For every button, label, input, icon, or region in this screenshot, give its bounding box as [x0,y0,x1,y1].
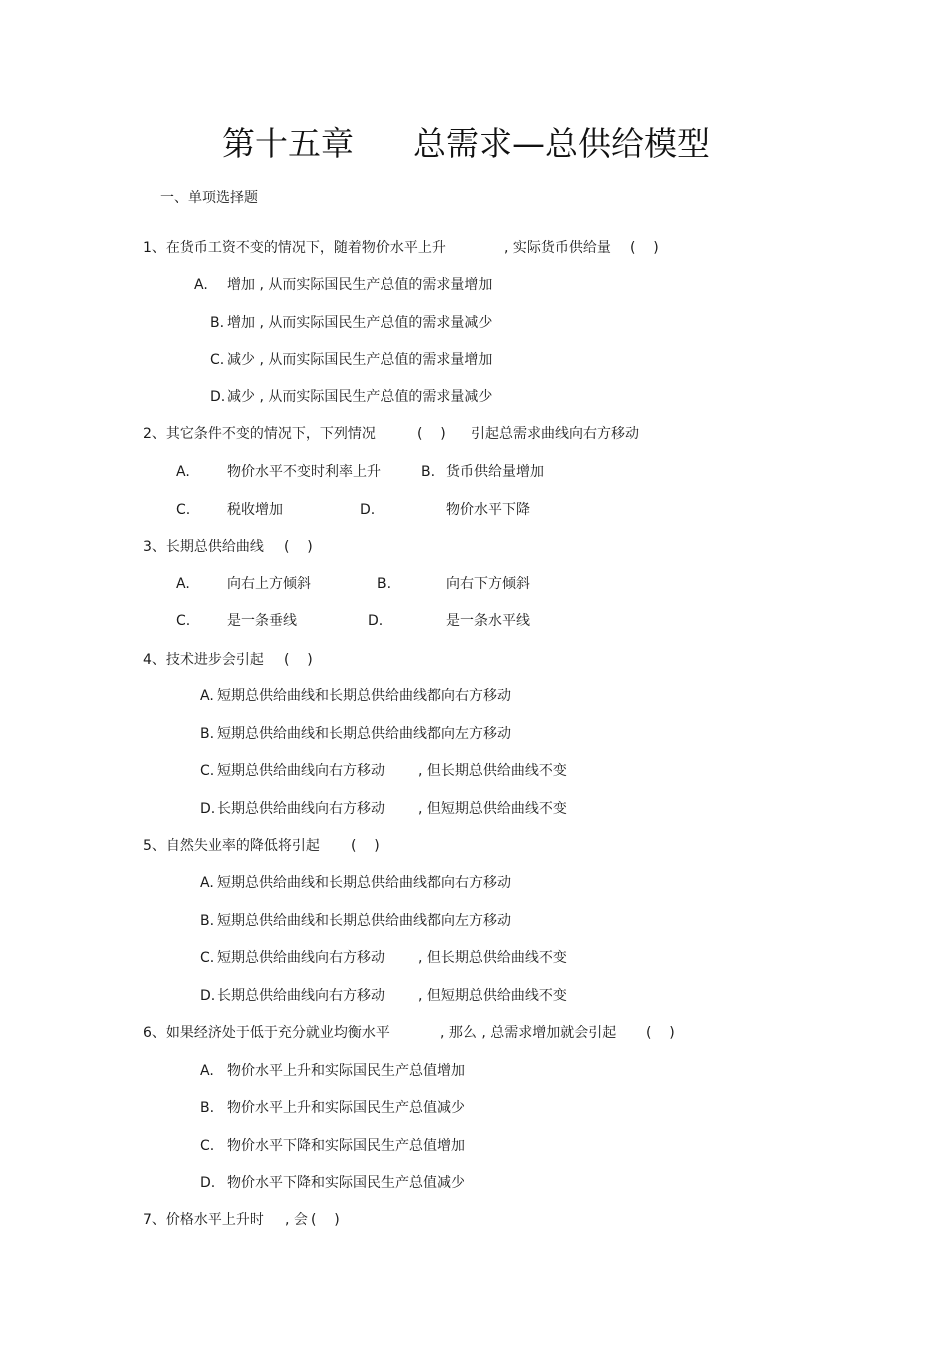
option-letter: D. [360,502,376,518]
option-text: 是一条垂线 [227,613,297,629]
option-text: 物价水平上升和实际国民生产总值减少 [227,1100,465,1116]
option-letter: D. [200,801,216,817]
option-letter: C. [176,502,191,518]
option-text: 增加 , 从而实际国民生产总值的需求量减少 [227,315,493,331]
answer-blank: ( ) [284,652,313,668]
question-stem: 4、技术进步会引起 [143,652,264,668]
option-text: 减少 , 从而实际国民生产总值的需求量增加 [227,352,493,368]
option-text: 向右上方倾斜 [227,576,311,592]
question-stem: 7、价格水平上升时 [143,1212,264,1228]
answer-blank: ( ) [417,426,446,442]
question-stem-tail: 引起总需求曲线向右方移动 [471,426,639,442]
option-text: 短期总供给曲线和长期总供给曲线都向右方移动 [217,688,511,704]
option-text: 增加 , 从而实际国民生产总值的需求量增加 [227,277,493,293]
option-text: 短期总供给曲线向右方移动 [217,763,385,779]
option-letter: D. [200,1175,216,1191]
question-stem: 3、长期总供给曲线 [143,539,264,555]
option-text: 短期总供给曲线和长期总供给曲线都向右方移动 [217,875,511,891]
option-text: 向右下方倾斜 [446,576,530,592]
option-text: 长期总供给曲线向右方移动 [217,988,385,1004]
answer-blank: ( ) [284,539,313,555]
option-text: 减少 , 从而实际国民生产总值的需求量减少 [227,389,493,405]
option-letter: B. [210,315,225,331]
question-stem-tail: , 会 [285,1212,308,1228]
option-letter: D. [200,988,216,1004]
option-text: 物价水平下降 [446,502,530,518]
option-text: 税收增加 [227,502,283,518]
option-letter: C. [200,763,215,779]
question-stem: 6、如果经济处于低于充分就业均衡水平 [143,1025,390,1041]
option-letter: C. [210,352,225,368]
answer-blank: ( ) [351,838,380,854]
chapter-number: 第十五章 [222,124,354,163]
option-text: 短期总供给曲线向右方移动 [217,950,385,966]
option-letter: B. [421,464,436,480]
answer-blank: ( ) [646,1025,675,1041]
option-letter: A. [200,1063,214,1079]
option-text: 物价水平上升和实际国民生产总值增加 [227,1063,465,1079]
option-text: 长期总供给曲线向右方移动 [217,801,385,817]
question-stem: 1、在货币工资不变的情况下，随着物价水平上升 [143,240,446,256]
section-heading: 一、单项选择题 [160,190,258,206]
option-letter: B. [200,726,215,742]
answer-blank: ( ) [630,240,659,256]
option-letter: D. [210,389,226,405]
option-letter: D. [368,613,384,629]
option-letter: B. [377,576,392,592]
chapter-title: 总需求—总供给模型 [413,124,710,163]
option-letter: A. [200,875,214,891]
question-stem-tail: , 实际货币供给量 [504,240,611,256]
option-text: 物价水平下降和实际国民生产总值增加 [227,1138,465,1154]
option-letter: A. [176,576,190,592]
question-stem: 2、其它条件不变的情况下，下列情况 [143,426,376,442]
option-text-tail: , 但长期总供给曲线不变 [418,763,567,779]
option-text: 是一条水平线 [446,613,530,629]
question-stem-tail: , 那么 , 总需求增加就会引起 [440,1025,617,1041]
answer-blank: ( ) [311,1212,340,1228]
option-letter: A. [194,277,208,293]
option-letter: B. [200,1100,215,1116]
question-stem: 5、自然失业率的降低将引起 [143,838,320,854]
option-letter: C. [200,1138,215,1154]
option-text: 物价水平下降和实际国民生产总值减少 [227,1175,465,1191]
option-text: 短期总供给曲线和长期总供给曲线都向左方移动 [217,913,511,929]
option-text: 物价水平不变时利率上升 [227,464,381,480]
option-letter: C. [200,950,215,966]
option-letter: B. [200,913,215,929]
option-text-tail: , 但短期总供给曲线不变 [418,801,567,817]
option-text: 短期总供给曲线和长期总供给曲线都向左方移动 [217,726,511,742]
option-letter: A. [200,688,214,704]
option-text-tail: , 但长期总供给曲线不变 [418,950,567,966]
option-text-tail: , 但短期总供给曲线不变 [418,988,567,1004]
option-letter: A. [176,464,190,480]
option-text: 货币供给量增加 [446,464,544,480]
option-letter: C. [176,613,191,629]
